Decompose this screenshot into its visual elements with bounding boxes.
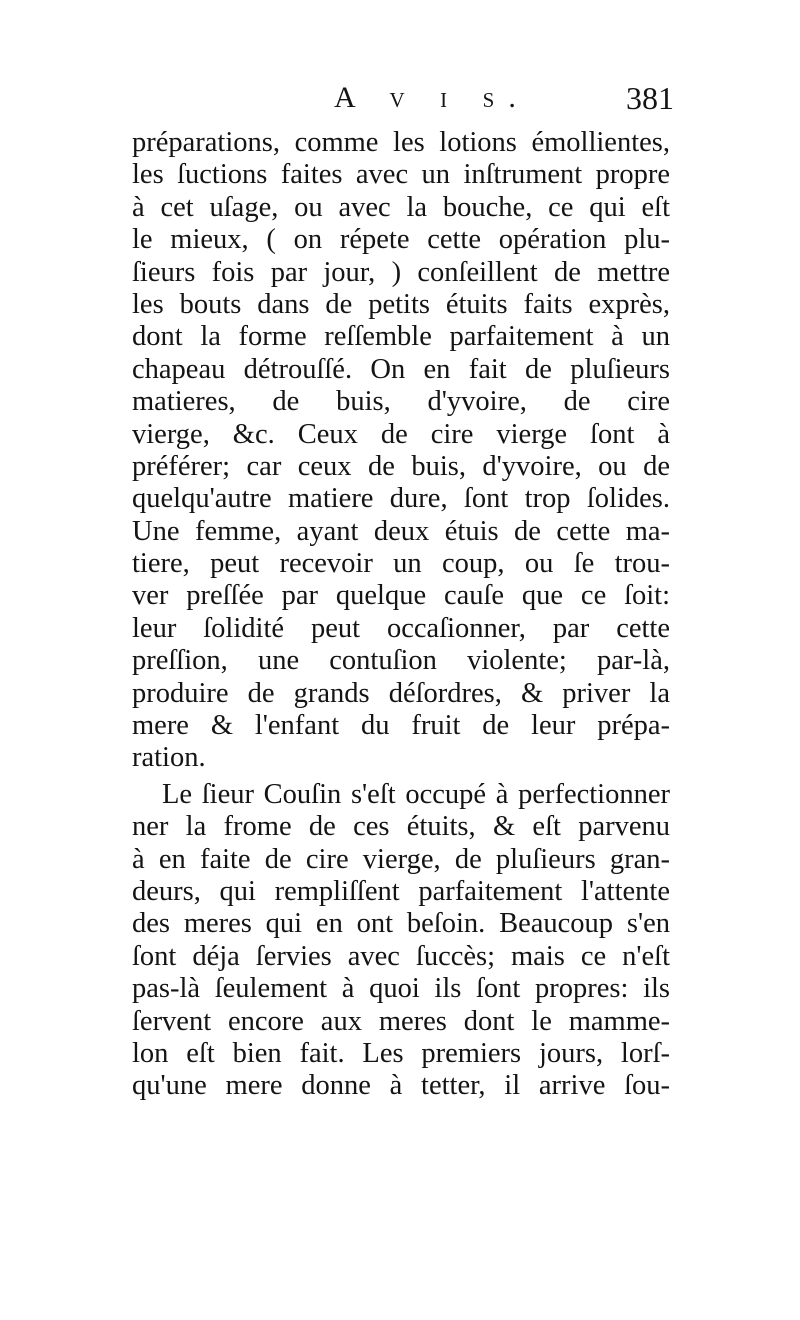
text-line: ner la frome de ces étuits, & eſt parvenu: [132, 811, 670, 843]
text-line: préparations, comme les lotions émollientes,: [132, 127, 670, 158]
text-line: matieres, de buis, d'yvoire, de cire: [132, 386, 670, 418]
text-line: préférer; car ceux de buis, d'yvoire, ou de: [132, 450, 670, 482]
running-title: A v i s.: [334, 81, 530, 114]
text-line: ſervent encore aux meres dont le mamme-: [132, 1005, 670, 1037]
running-head: [130, 76, 674, 120]
text-line: ſieurs fois par jour, ) conſeillent de mettre: [132, 256, 670, 288]
text-line: dont la forme reſſemble parfaitement à un: [132, 321, 670, 353]
paragraph-1: [132, 127, 670, 775]
text-line: preſſion, une contuſion violente; par-là,: [132, 645, 670, 677]
text-line: ſont déja ſervies avec ſuccès; mais ce n'eſt: [132, 940, 670, 972]
text-line: quelqu'autre matiere dure, ſont trop ſolides.: [132, 483, 670, 515]
text-line: pas-là ſeulement à quoi ils ſont propres: ils: [132, 973, 670, 1005]
text-line: les ſuctions faites avec un inſtrument propre: [132, 159, 670, 191]
text-line: tiere, peut recevoir un coup, ou ſe trou-: [132, 548, 670, 580]
text-line: lon eſt bien fait. Les premiers jours, lorſ-: [132, 1037, 670, 1069]
text-line: Le ſieur Couſin s'eſt occupé à perfectionner: [162, 778, 670, 810]
text-line: mere & l'enfant du fruit de leur prépa-: [132, 710, 670, 742]
text-line: le mieux, ( on répete cette opération plu-: [132, 224, 670, 256]
body-text: [132, 127, 670, 1103]
text-line: des meres qui en ont beſoin. Beaucoup s'en: [132, 908, 670, 940]
text-line: les bouts dans de petits étuits faits exprès,: [132, 288, 670, 320]
text-line: deurs, qui rempliſſent parfaitement l'attente: [132, 875, 670, 907]
text-line: ration.: [132, 742, 206, 774]
text-line: Une femme, ayant deux étuis de cette ma-: [132, 515, 670, 547]
text-line: vierge, &c. Ceux de cire vierge ſont à: [132, 418, 670, 450]
text-line: chapeau détrouſſé. On en fait de pluſieurs: [132, 353, 670, 385]
page-number: 381: [626, 80, 674, 116]
text-line: ver preſſée par quelque cauſe que ce ſoit:: [132, 580, 670, 612]
text-line: leur ſolidité peut occaſionner, par cette: [132, 612, 670, 644]
paragraph-2: [132, 779, 670, 1103]
text-line: qu'une mere donne à tetter, il arrive ſou-: [132, 1070, 670, 1102]
text-line: à en faite de cire vierge, de pluſieurs gran-: [132, 843, 670, 875]
text-line: à cet uſage, ou avec la bouche, ce qui eſt: [132, 191, 670, 223]
text-line: produire de grands déſordres, & priver la: [132, 677, 670, 709]
